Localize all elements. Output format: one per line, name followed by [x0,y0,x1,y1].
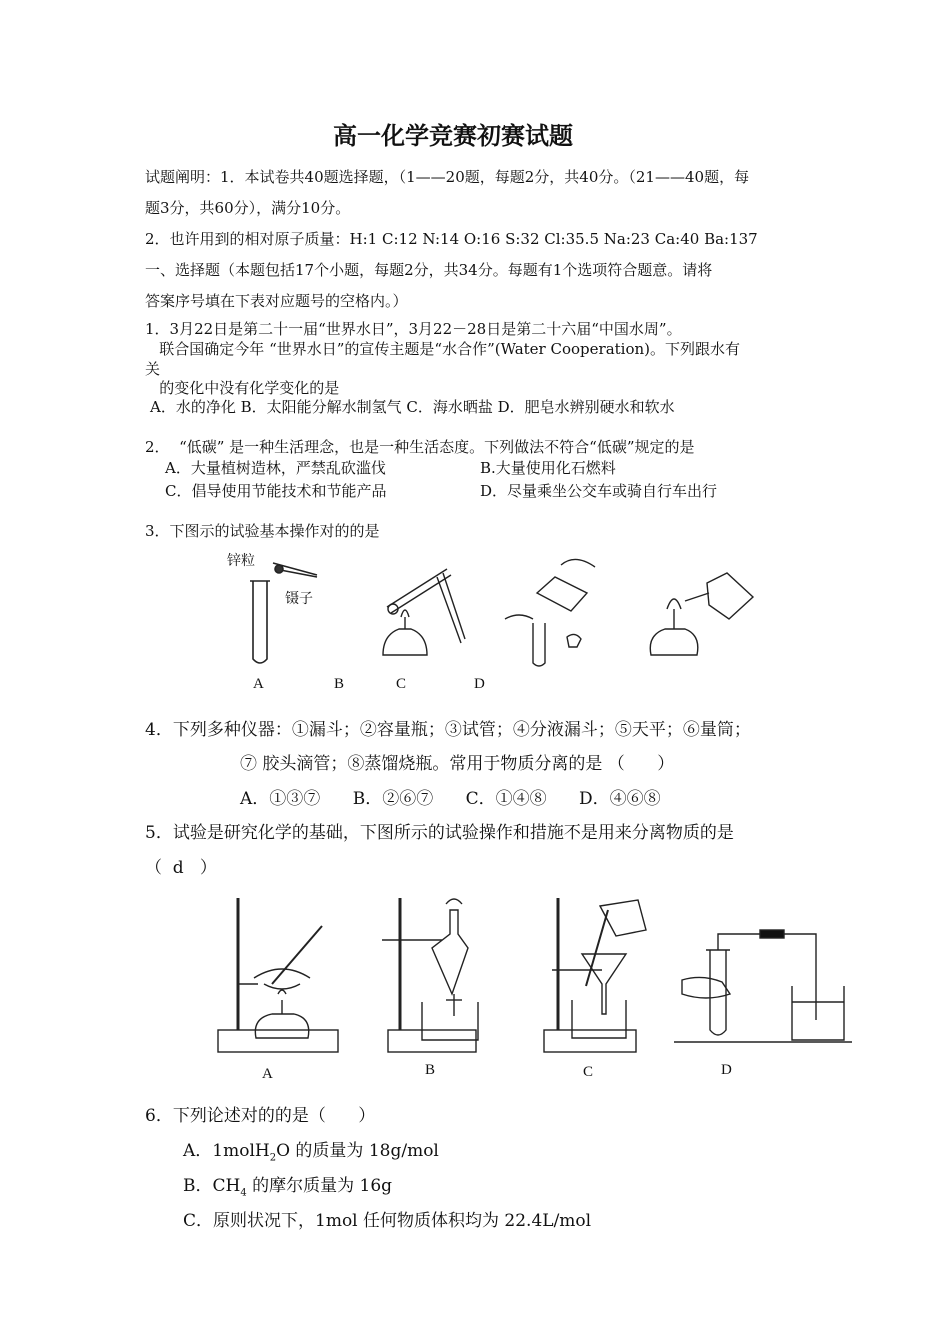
q4-options: A．①③⑦ B．②⑥⑦ C．①④⑧ D．④⑥⑧ [240,789,661,809]
q1-line-3: 关 [145,360,161,378]
q3-figure [215,543,775,673]
q2-stem: 2． “低碳” 是一种生活理念，也是一种生活态度。下列做法不符合“低碳”规定的是 [145,438,695,456]
q6-option-c: C．原则状况下，1mol 任何物质体积均为 22.4L/mol [183,1211,592,1231]
q5-label-d: D [721,1062,732,1078]
q2-option-c: C．倡导使用节能技术和节能产品 [165,482,387,500]
q1-line-1: 1．3月22日是第二十一届“世界水日”，3月22－28日是第二十六届“中国水周”。 [145,320,682,338]
q2-option-d: D．尽量乘坐公交车或骑自行车出行 [480,482,718,500]
q6-option-a-suffix: O 的质量为 18g/mol [276,1141,439,1161]
q3-label-c: C [396,676,407,692]
q6-option-b-subscript: 4 [240,1187,247,1199]
q3-label-zinc: 锌粒 [227,553,255,569]
section-heading-line-1: 一、选择题（本题包括17个小题，每题2分，共34分。每题有1个选项符合题意。请将 [145,261,713,279]
q6-option-a-subscript: 2 [269,1152,277,1164]
q6-option-b [183,1171,392,1198]
page-title: 高一化学竞赛初赛试题 [333,122,573,150]
q5-figure-b-separatory-funnel [382,898,478,1052]
q3-label-a: A [253,676,264,692]
q1-line-2: 联合国确定今年 “世界水日”的宣传主题是“水合作”(Water Cooperation)。下列跟水有 [145,340,741,358]
q3-figure-d-alcohol-lamp [650,573,753,655]
intro-line-2: 题3分，共60分），满分10分。 [145,199,351,217]
q5-figure-a-evaporation [218,898,338,1052]
q2-option-b: B.大量使用化石燃料 [480,459,616,477]
q4-line-1: 4．下列多种仪器：①漏斗；②容量瓶；③试管；④分液漏斗；⑤天平；⑥量筒； [145,720,751,740]
q3-label-d: D [474,676,485,692]
q5-label-b: B [425,1062,436,1078]
q1-line-4: 的变化中没有化学变化的是 [145,379,340,397]
q3-figure-a-test-tube-with-tweezers [250,563,317,663]
q1-options: A．水的净化 B．太阳能分解水制氢气 C．海水晒盐 D．肥皂水辨别硬水和软水 [150,398,675,416]
q5-label-c: C [583,1064,594,1080]
q5-label-a: A [262,1066,273,1082]
q3-figure-c-pouring-liquid [505,559,595,666]
q5-figure-d-gas-collection [674,930,852,1042]
q3-label-tweezers: 镊子 [285,591,313,607]
intro-line-3: 2．也许用到的相对原子质量：H:1 C:12 N:14 O:16 S:32 Cl:35.5 Na:23 Ca:40 Ba:137 [145,230,758,248]
q6-option-a [183,1136,439,1163]
q2-option-a: A．大量植树造林，严禁乱砍滥伐 [165,459,386,477]
q6-option-b-suffix: 的摩尔质量为 16g [246,1176,393,1196]
q3-stem: 3．下图示的试验基本操作对的的是 [145,522,380,540]
intro-line-1: 试题阐明：1．本试卷共40题选择题，（1——20题，每题2分，共40分。（21——40题，每 [145,168,750,186]
q6-option-b-prefix: B．CH [183,1176,241,1196]
q5-line-2: （ d ） [145,858,217,878]
q6-option-a-prefix: A．1molH [183,1141,270,1161]
q3-figure-b-heating-test-tube [383,569,465,655]
section-heading-line-2: 答案序号填在下表对应题号的空格内。） [145,292,408,310]
q5-figure-c-filtration [544,898,646,1052]
q3-label-b: B [334,676,345,692]
q5-figure [212,890,852,1065]
q5-line-1: 5．试验是研究化学的基础，下图所示的试验操作和措施不是用来分离物质的是 [145,823,734,843]
q6-stem: 6．下列论述对的的是（ ） [145,1106,376,1126]
q4-line-2: ⑦ 胶头滴管；⑧蒸馏烧瓶。常用于物质分离的是 （ ） [240,754,675,774]
